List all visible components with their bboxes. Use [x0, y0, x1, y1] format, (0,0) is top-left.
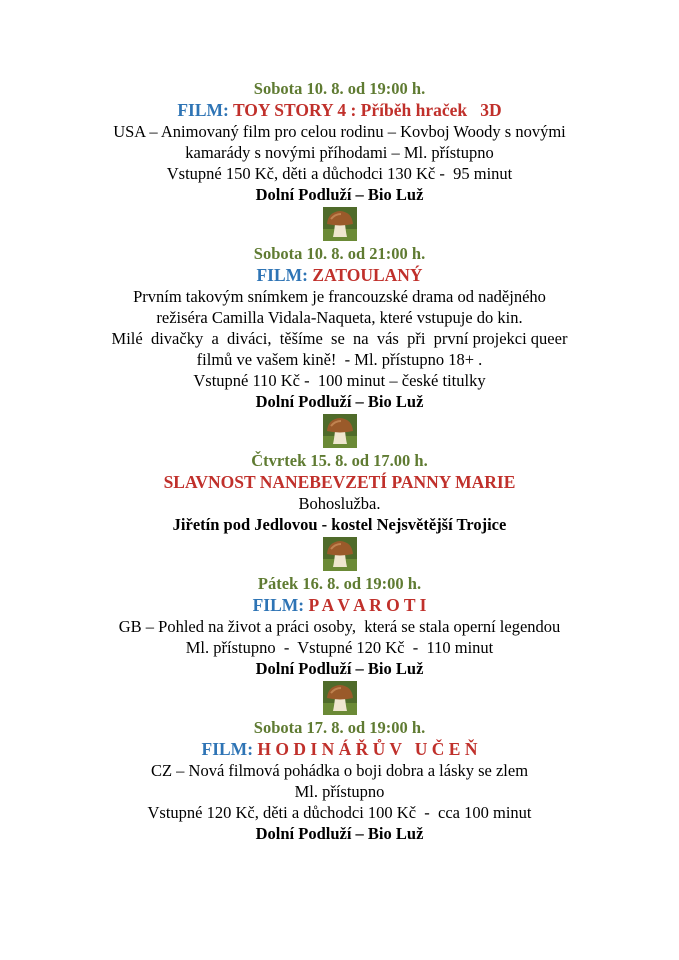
event-description-line: Milé divačky a diváci, těšíme se na vás při první projekci queer [111, 329, 568, 348]
film-name: ZATOULANÝ [312, 265, 423, 285]
event-description-line: Prvním takovým snímkem je francouzské drama od nadějného [133, 287, 546, 306]
event-date: Pátek 16. 8. od 19:00 h. [257, 574, 422, 593]
separator [0, 536, 679, 572]
event-date: Sobota 17. 8. od 19:00 h. [253, 718, 426, 737]
film-prefix: FILM: [201, 739, 254, 759]
film-name: TOY STORY 4 : Příběh hraček 3D [232, 100, 502, 120]
film-prefix: FILM: [252, 595, 305, 615]
event-description-line: CZ – Nová filmová pohádka o boji dobra a lásky se zlem [150, 761, 529, 780]
event-toy-story [0, 78, 679, 205]
event-title [0, 594, 679, 616]
mushroom-icon [323, 207, 357, 241]
event-description-line: filmů ve vašem kině! - Ml. přístupno 18+ . [196, 350, 483, 369]
event-feast [0, 450, 679, 535]
event-title [0, 264, 679, 286]
event-description-line: režiséra Camilla Vidala-Naqueta, které vstupuje do kin. [156, 308, 523, 327]
event-date: Sobota 10. 8. od 21:00 h. [253, 244, 426, 263]
event-description-line: Vstupné 120 Kč, děti a důchodci 100 Kč - cca 100 minut [147, 803, 532, 822]
event-date: Sobota 10. 8. od 19:00 h. [253, 79, 426, 98]
event-venue: Dolní Podluží – Bio Luž [255, 392, 424, 411]
event-programme [0, 78, 679, 844]
event-description-line: Vstupné 150 Kč, děti a důchodci 130 Kč - 95 minut [166, 164, 513, 183]
event-description-line: Bohoslužba. [298, 494, 381, 513]
event-title [0, 99, 679, 121]
film-name: P A V A R O T I [308, 595, 427, 615]
event-pavarotti [0, 573, 679, 679]
event-description-line: GB – Pohled na život a práci osoby, která se stala operní legendou [118, 617, 561, 636]
event-venue: Dolní Podluží – Bio Luž [255, 659, 424, 678]
separator [0, 413, 679, 449]
mushroom-icon [323, 414, 357, 448]
mushroom-icon [323, 681, 357, 715]
event-description-line: Vstupné 110 Kč - 100 minut – české titulky [193, 371, 486, 390]
event-venue: Dolní Podluží – Bio Luž [255, 824, 424, 843]
event-venue: Dolní Podluží – Bio Luž [255, 185, 424, 204]
event-description-line: USA – Animovaný film pro celou rodinu – Kovboj Woody s novými [113, 122, 566, 141]
separator [0, 206, 679, 242]
event-description-line: Ml. přístupno [294, 782, 385, 801]
film-prefix: FILM: [256, 265, 308, 285]
event-description-line: Ml. přístupno - Vstupné 120 Kč - 110 minut [185, 638, 494, 657]
event-hodinaruv-ucen [0, 717, 679, 844]
feast-title: SLAVNOST NANEBEVZETÍ PANNY MARIE [163, 472, 516, 492]
separator [0, 680, 679, 716]
event-venue: Jiřetín pod Jedlovou - kostel Nejsvětější Trojice [172, 515, 507, 534]
event-zatoulany [0, 243, 679, 412]
event-description-line: kamarády s novými příhodami – Ml. přístupno [185, 143, 494, 162]
mushroom-icon [323, 537, 357, 571]
event-title [0, 738, 679, 760]
event-date: Čtvrtek 15. 8. od 17.00 h. [251, 451, 428, 470]
film-prefix: FILM: [177, 100, 229, 120]
film-name: H O D I N Á Ř Ů V U Č E Ň [257, 739, 478, 759]
